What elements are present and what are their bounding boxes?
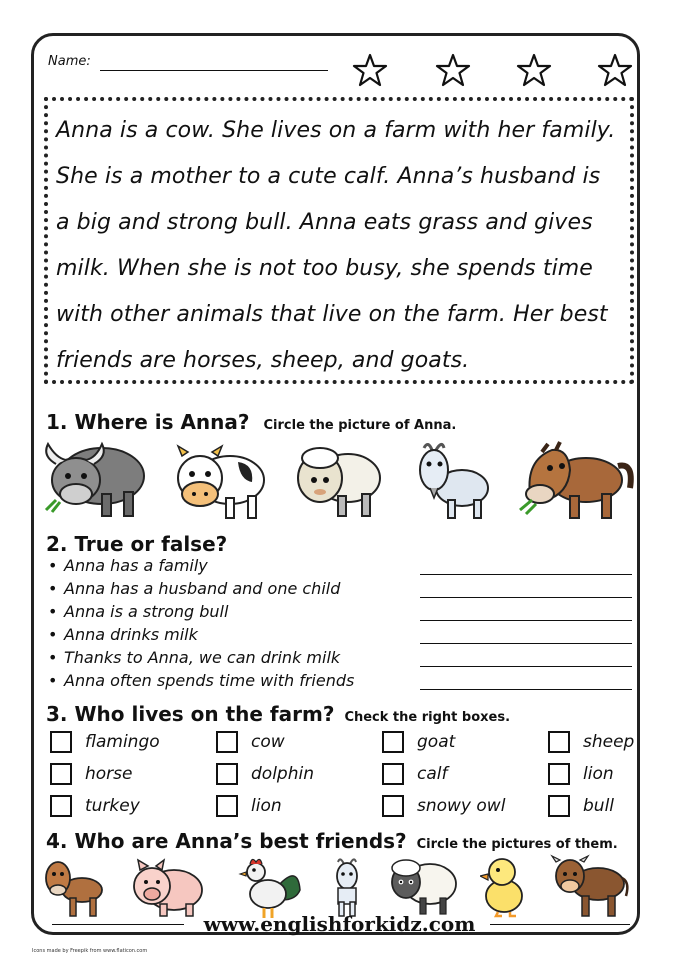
buffalo-icon[interactable]	[42, 436, 148, 522]
story-line: a big and strong bull. Anna eats grass and gives	[56, 210, 593, 235]
site-url: www.englishforkidz.com	[203, 912, 476, 936]
option-label: turkey	[85, 796, 140, 816]
statement-item: • Anna has a husband and one child	[48, 579, 340, 598]
duckling-icon[interactable]	[480, 854, 526, 918]
story-line: milk. When she is not too busy, she spends time	[56, 256, 593, 281]
goat-icon[interactable]	[414, 438, 494, 522]
question-4	[46, 829, 618, 853]
name-label: Name:	[48, 54, 91, 69]
rating-stars	[352, 52, 637, 88]
checkbox[interactable]	[50, 731, 72, 753]
sheep-icon[interactable]	[388, 854, 458, 916]
option-label: lion	[251, 796, 282, 816]
star-icon	[516, 52, 552, 88]
horse-icon[interactable]	[512, 436, 636, 522]
checkbox[interactable]	[382, 731, 404, 753]
checkbox[interactable]	[216, 731, 238, 753]
answer-line[interactable]	[420, 574, 632, 575]
horse-icon[interactable]	[42, 856, 106, 918]
option-label: lion	[583, 764, 614, 784]
name-field[interactable]	[100, 70, 328, 71]
option-label: snowy owl	[417, 796, 506, 816]
question-4-instruction: Circle the pictures of them.	[416, 837, 618, 852]
statement-item: • Anna drinks milk	[48, 625, 198, 644]
option-label: sheep	[583, 732, 635, 752]
story-line: Anna is a cow. She lives on a farm with her family.	[56, 118, 616, 143]
statement-item: • Anna is a strong bull	[48, 602, 228, 621]
option-label: horse	[85, 764, 133, 784]
question-3	[46, 702, 510, 726]
checkbox[interactable]	[548, 795, 570, 817]
option-label: bull	[583, 796, 615, 816]
statement-item: • Thanks to Anna, we can drink milk	[48, 648, 340, 667]
question-3-instruction: Check the right boxes.	[344, 710, 511, 725]
option-label: flamingo	[85, 732, 160, 752]
rooster-icon[interactable]	[238, 856, 304, 920]
checkbox[interactable]	[548, 731, 570, 753]
checkbox[interactable]	[50, 795, 72, 817]
question-1-instruction: Circle the picture of Anna.	[263, 418, 457, 433]
checkbox[interactable]	[382, 763, 404, 785]
star-icon	[435, 52, 471, 88]
goat-icon[interactable]	[330, 856, 364, 918]
option-label: cow	[251, 732, 285, 752]
option-label: goat	[417, 732, 456, 752]
answer-line[interactable]	[420, 620, 632, 621]
statement-item: • Anna has a family	[48, 556, 208, 575]
answer-line[interactable]	[420, 689, 632, 690]
checkbox[interactable]	[382, 795, 404, 817]
sheep-icon[interactable]	[292, 440, 384, 520]
pig-icon[interactable]	[130, 858, 206, 918]
answer-line[interactable]	[420, 597, 632, 598]
checkbox[interactable]	[548, 763, 570, 785]
checkbox[interactable]	[216, 763, 238, 785]
question-2-title: 2. True or false?	[46, 532, 228, 556]
icon-credit: Icons made by Freepik from www.flaticon.com	[32, 948, 148, 954]
answer-line[interactable]	[420, 666, 632, 667]
cow-icon[interactable]	[550, 852, 632, 920]
question-3-title: 3. Who lives on the farm?	[46, 702, 335, 726]
option-label: dolphin	[251, 764, 314, 784]
question-1-title: 1. Where is Anna?	[46, 410, 250, 434]
checkbox[interactable]	[50, 763, 72, 785]
answer-line[interactable]	[420, 643, 632, 644]
statement-item: • Anna often spends time with friends	[48, 671, 354, 690]
star-icon	[352, 52, 388, 88]
story-line: friends are horses, sheep, and goats.	[56, 348, 470, 373]
story-line: with other animals that live on the farm. Her best	[56, 302, 608, 327]
checkbox[interactable]	[216, 795, 238, 817]
star-icon	[597, 52, 633, 88]
question-1	[46, 410, 456, 434]
story-line: She is a mother to a cute calf. Anna’s husband is	[56, 164, 601, 189]
option-label: calf	[417, 764, 448, 784]
question-4-title: 4. Who are Anna’s best friends?	[46, 829, 407, 853]
cow-icon[interactable]	[168, 440, 268, 522]
